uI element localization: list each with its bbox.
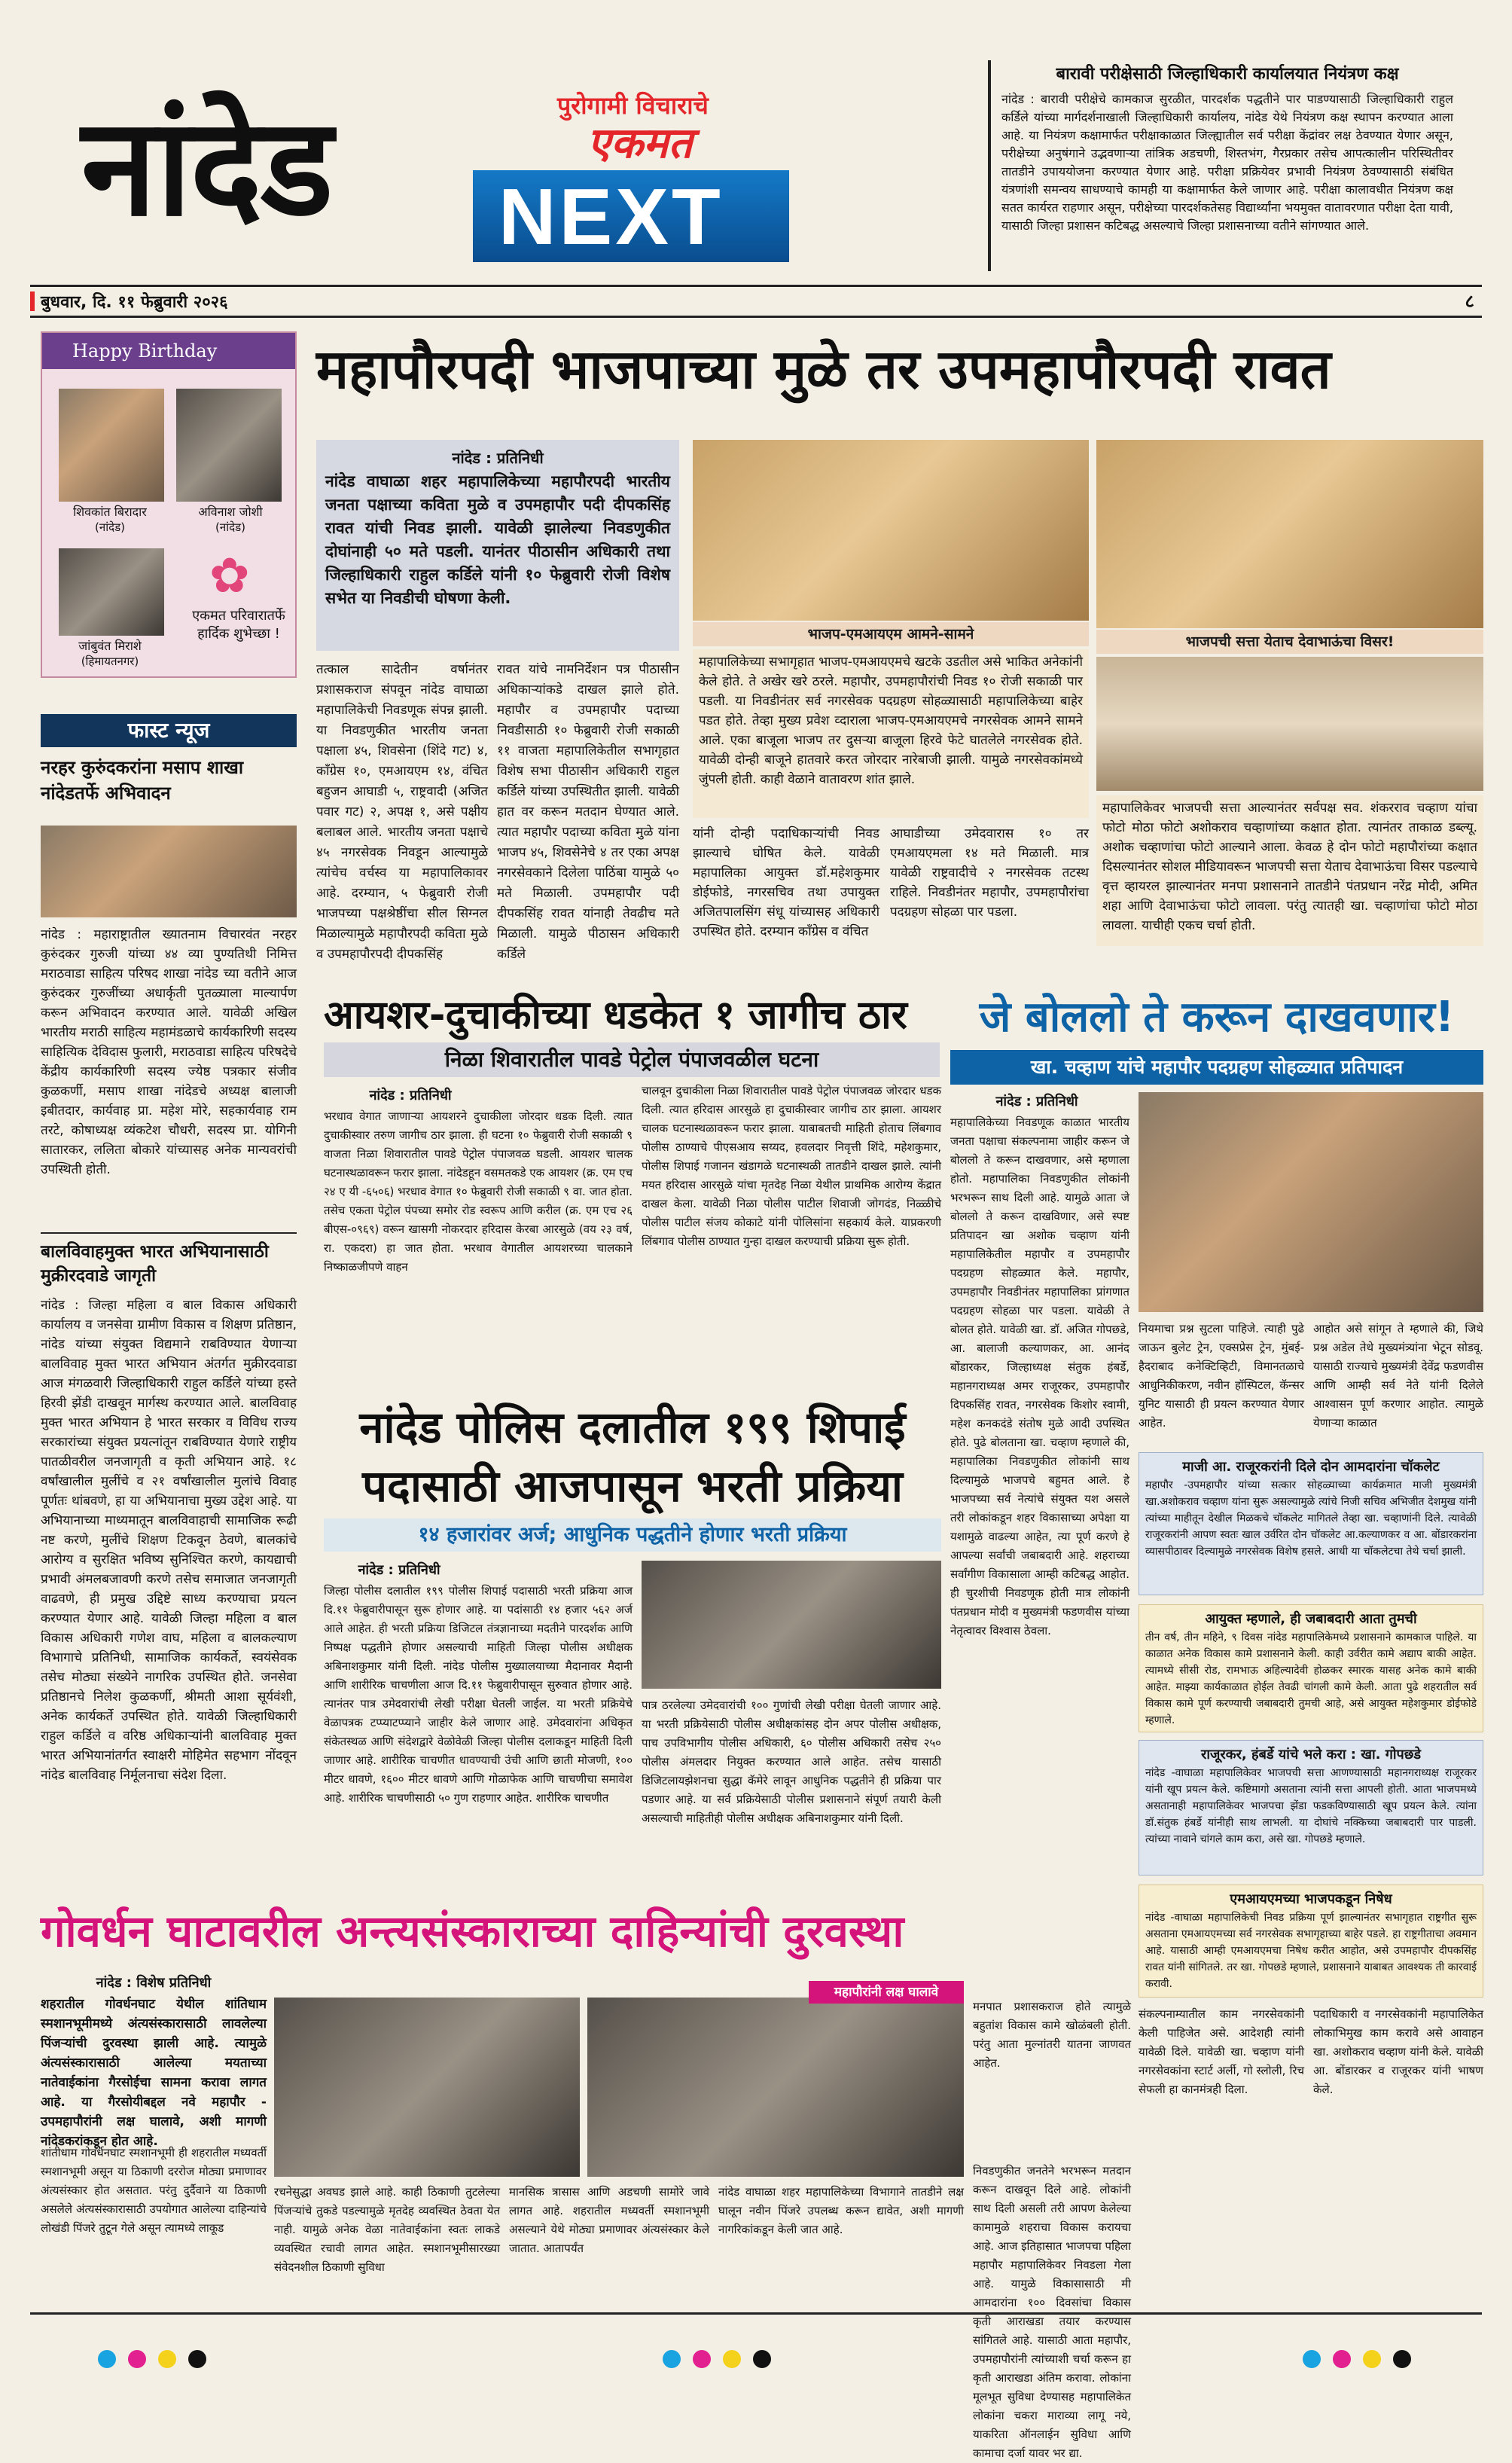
lead-photo-1 [693,440,1089,621]
top-story-headline: बारावी परीक्षेसाठी जिल्हाधिकारी कार्यालयात नियंत्रण कक्ष [1056,65,1399,84]
ghat-col6: संकल्पनाम्यातील काम नगरसेवकांनी केली पाहिजेत असे. आदेशही त्यांनी यावेळी दिले. यावेळी खा. चव्हाण यांनी नगरसेवकांना स्टार्ट अर्ली, गो स्लोली, रिच सेफली हा कानमंत्रही दिला. [1139,2007,1304,2096]
mim-box [1139,1885,1483,1998]
lead-intro-box [316,440,679,651]
cm-col1: महापालिकेच्या निवडणूक काळात भारतीय जनता पक्षाचा संकल्पनामा जाहीर करून जे बोललो ते करून दाखवणार, असे म्हणाला होतो. महापालिका निवडणुकीत लोकांनी भरभरून साथ दिली आहे. यामुळे आता जे बोललो ते करून दाखविणार, असे स्पष्ट प्रतिपादन खा अशोक चव्हाण यांनी महापालिकेतील महापौर व उपमहापौर पदग्रहण सोहळ्यात केले. महापौर, उपमहापौर निवडीनंतर महापालिका प्रांगणात पदग्रहण सोहळा पार पडला. यावेळी ते बोलत होते. यावेळी खा. डॉ. अजित गोपछडे, आ. बालाजी कल्याणकर, आ. आनंद बोंडारकर, जिल्हाध्यक्ष संतुक हंबर्डे, महानगराध्यक्ष अमर राजूरकर, उपमहापौर दिपकसिंह रावत, नगरसेवक किशोर स्वामी, महेश कनकदंडे संतोष मुळे आदी उपस्थित होते. पुढे बोलताना खा. चव्हाण म्हणाले की, महापालिका निवडणुकीत लोकांनी साथ दिल्यामुळे भाजपचे बहुमत आले. हे भाजपच्या सर्व नेत्यांचे संयुक्त यश असले तरी लोकांकडून शहर विकासाच्या अपेक्षा या यशामुळे वाढल्या आहेत, त्या पूर्ण करणे हे आपल्या सर्वांची जबाबदारी आहे. शहराच्या सर्वांगीण विकासाला आम्ही कटिबद्ध आहोत. ही चुरशीची निवडणूक होती मात्र लोकांनी पंतप्रधान मोदी व मुख्यमंत्री फडणवीस यांच्या नेतृत्वावर विश्वास ठेवला. [950,1116,1129,1637]
reg-mark-cyan-3 [1303,2350,1321,2368]
rajurkar-body: नांदेड -वाघाळा महापालिकेवर भाजपची सत्ता आणण्यासाठी महानगराध्यक्ष राजूरकर यांनी खूप प्रयत्न केले. कष्टिमागो असताना त्यांनी सत्ता आपली होती. आता भाजपमध्ये असतानाही महापालिकेवर भाजपचा झेंडा फडकविण्यासाठी खूप प्रयत्न केले. त्यांना डॉ.संतुक हंबर्डे यांनीही साथ लाभली. या दोघांचे नक्किच्या जबाबदारी पार पाडली. त्यांच्या नावाने चांगले काम करा, असे खा. गोपछडे म्हणाले. [1145,1767,1477,1845]
commissioner-body: तीन वर्ष, तीन महिने, ९ दिवस नांदेड महापालिकेमध्ये प्रशासनाने कामकाज पाहिले. या काळात अनेक विकास कामे प्रशासनाने केली. काही उर्वरीत कामे अद्याप बाकी आहेत. त्यामध्ये सीसी रोड, रामभाऊ अहिल्यादेवी होळकर स्मारक यासह अनेक कामे बाकी आहेत. माझ्या कार्यकाळात होईल तेवढी चांगली कामे केली. आता पुढे शहरातील सर्व विकास कामे पूर्ण करण्याची जबाबदारी तुमची आहे, असे आयुक्त महेशकुमार डोईफोडे म्हणाले. [1145,1631,1477,1726]
birthday-name-1: शिवकांत बिरादार [73,505,147,519]
lead-col1: तत्काल सादेतीन वर्षानंतर प्रशासकराज संपवून नांदेड वाघाळा महापालिकेची निवडणूक संपन्न झाली. या निवडणुकीत भारतीय जनता पक्षाला ४५, शिवसेना (शिंदे गट) ४, काँग्रेस १०, एमआयएम १४, वंचित बहुजन आघाडी ५, राष्ट्रवादी (अजित पवार गट) २, अपक्ष १, असे पक्षीय बलाबल आले. भारतीय जनता पक्षाचे ४५ नगरसेवक निवडून आल्यामुळे त्यांचेच वर्चस्व या महापालिकावर आहे. दरम्यान, ५ फेब्रुवारी रोजी भाजपच्या पक्षश्रेष्ठींचा सील सिग्नल मिळाल्यामुळे महापौरपदी कविता मुळे व उपमहापौरपदी दीपकसिंह [316,662,488,962]
ghat-col4: मनपात प्रशासकराज होते त्यामुळे बहुतांश विकास कामे खोळंबली होती. परंतु आता मुल्नांतरी यातना जाणवत आहेत. [973,2000,1131,2070]
ghat-headline: गोवर्धन घाटावरील अन्त्यसंस्काराच्या दाहिन्यांची दुरवस्था [41,1906,904,1957]
ghat-photo-2 [587,1998,964,2177]
cm-subhead: खा. चव्हाण यांचे महापौर पदग्रहण सोहळ्यात प्रतिपादन [950,1050,1483,1085]
date-text: बुधवार, दि. ११ फेब्रुवारी २०२६ [41,293,228,312]
fast-news-item2-body: नांदेड : जिल्हा महिला व बाल विकास अधिकारी कार्यालय व जनसेवा ग्रामीण विकास व शिक्षण प्रतिष्ठान, नांदेड यांच्या संयुक्त विद्यमाने राबविण्यात येणाऱ्या बालविवाह मुक्त भारत अभियान अंतर्गत मुक्रीरदवाडा आज मंगळवारी जिल्हाधिकारी राहुल कर्डिले यांच्या हस्ते हिरवी झेंडी दाखवून मार्गस्थ करण्यात आले. बालविवाह मुक्त भारत अभियान हे भारत सरकार व विविध राज्य सरकारांच्या संयुक्त प्रयत्नांतून राबविण्यात येणारे राष्ट्रीय पातळीवरील जनजागृती व कृती अभियान आहे. १८ वर्षांखालील मुलींचे व २१ वर्षांखालील मुलांचे विवाह पूर्णतः थांबवणे, हा या अभियानाचा मुख्य उद्देश आहे. या अभियानाच्या माध्यमातून बालविवाहाची सामाजिक रूढी नष्ट करणे, मुलींचे शिक्षण टिकवून ठेवणे, बालकांचे आरोग्य व सुरक्षित भविष्य सुनिश्चित करणे, कायद्याची प्रभावी अंमलबजावणी करणे तसेच समाजात जनजागृती वाढवणे, ही प्रमुख उद्दिष्टे साध्य करण्याचा प्रयत्न करण्यात येणार आहे. यावेळी जिल्हा महिला व बाल विकास अधिकारी गणेश वाघ, महिला व बालकल्याण विभागाचे प्रतिनिधी, सामाजिक कार्यकर्ते, स्वयंसेवक तसेच मोठ्या संख्येने नागरिक उपस्थित होते. जनसेवा प्रतिष्ठानचे निलेश कुळकर्णी, श्रीमती आशा सूर्यवंशी, अनेक कार्यकर्ते उपस्थित होते. यावेळी जिल्हाधिकारी राहुल कर्डिले व वरिष्ठ अधिकाऱ्यांनी बालविवाह मुक्त भारत अभियानांतर्गत स्वाक्षरी मोहिमेत सहभाग नोंदवून नांदेड बालविवाह निर्मूलनाचा संदेश दिला. [41,1298,297,1783]
reg-mark-yellow-3 [1363,2350,1381,2368]
birthday-name-3: जांबुवंत मिराशे [78,639,142,653]
reg-mark-black-3 [1393,2350,1411,2368]
cm-col4: आहोत असे सांगून ते म्हणाले की, जिथे प्रश्न अडेल तेथे मुख्यमंत्र्यांना भेटून सोडवू. यासाठी राज्याचे मुख्यमंत्री देवेंद्र फडणवीस आणि आम्ही सर्व नेते यांनी दिलेले आश्वासन पूर्ण करणार आहोत. त्यामुळे येणाऱ्या काळात [1313,1322,1483,1430]
reg-mark-magenta-2 [693,2350,711,2368]
next-logo-text: NEXT [498,172,724,261]
reg-mark-cyan-2 [663,2350,681,2368]
reg-mark-yellow [158,2350,176,2368]
date-bar-accent [30,291,35,311]
chocolate-box [1139,1452,1483,1595]
accident-col1: भरधाव वेगात जाणाऱ्या आयशरने दुचाकीला जोरदार धडक दिली. त्यात दुचाकीस्वार तरुण जागीच ठार झाला. ही घटना १० फेब्रुवारी रोजी सकाळी ९ वाजता निळा शिवारातील पावडे पेट्रोल पंपाजवळ घडली. आयशर चालक घटनास्थळावरून फरार झाला. नांदेडहून वसमतकडे एक आयशर (क्र. एम एच २४ ए यी -६५०६) भरधाव वेगात १० फेब्रुवारी रोजी सकाळी ९ वा. जात होता. तसेच एकता पेट्रोल पंपच्या समोर रोड स्वरूप आणि करील (क्र. एम एच २६ बीएस-०९६९) वरून खासगी नोकरदार हरिदास केरबा आरसुळे (वय २३ वर्ष, रा. एकदरा) हा जात होता. भरधाव वेगातील आयशरच्या चालकाने निष्काळजीपणे वाहन [324,1109,633,1274]
ghat-col5: नांदेड वाघाळा शहर महापालिकेच्या विभागाने तातडीने लक्ष घालून नवीन पिंजरे उपलब्ध करून द्यावेत, अशी मागणी नागरिकांकडून केली जात आहे. [718,2185,964,2236]
reg-mark-black-2 [753,2350,771,2368]
fast-news-item1-headline: नरहर कुरुंदकरांना मसाप शाखा नांदेडतर्फे अभिवादन [41,757,244,804]
ghat-photo-1 [274,1998,580,2177]
reg-mark-magenta-3 [1333,2350,1351,2368]
fast-news-item1-photo [41,826,297,917]
masthead-title: नांदेड [81,89,332,246]
ghat-col1: शांतीधाम गोवर्धनघाट स्मशानभूमी ही शहरातील मध्यवर्ती स्मशानभूमी असून या ठिकाणी दररोज मोठ्या प्रमाणावर अंत्यसंस्कार होत असतात. परंतु दुर्दैवाने या ठिकाणी असलेले अंत्यसंस्कारासाठी उपयोगात आलेल्या दाहिन्यांचे लोखंडी पिंजरे तुटून गेले असून त्यामध्ये लाकूड [41,2146,267,2235]
birthday-wish: एकमत परिवारातर्फे हार्दिक शुभेच्छा ! [192,608,285,642]
police-headline-1: नांदेड पोलिस दलातील १९९ शिपाई [359,1402,906,1453]
flower-icon: ✿ [209,548,250,604]
reg-mark-cyan [98,2350,116,2368]
ghat-dateline: नांदेड : विशेष प्रतिनिधी [96,1975,212,1991]
cm-dateline: नांदेड : प्रतिनिधी [995,1094,1078,1109]
date-bar [30,285,1482,318]
lead-caption2-body: महापालिकेवर भाजपची सत्ता आल्यानंतर सर्वपक्ष सव. शंकरराव चव्हाण यांचा फोटो मोठा फोटो अशोकराव चव्हाणांच्या कक्षात होता. त्यानंतर ताकाळ डब्ल्यू. अशोक चव्हाणांचा फोटो आल्याने आला. केवळ हे दोन फोटो महापौरांच्या कक्षात दिसल्यानंतर सोशल मीडियावरून भाजपची सत्ता येताच देवाभाऊंचा विसर पडल्याचे वृत्त व्हायरल झाल्यानंतर मनपा प्रशासनाने तातडीने पंतप्रधान नरेंद्र मोदी, अमित शहा आणि देवाभाऊंचा फोटो लावला. परंतु त्यातही खा. चव्हाणांचा फोटो मोठा लावला. याचीही एकच चर्चा होती. [1096,795,1483,946]
police-col1: जिल्हा पोलीस दलातील १९९ पोलीस शिपाई पदासाठी भरती प्रक्रिया आज दि.११ फेब्रुवारीपासून सुरू होणार आहे. या पदांसाठी १४ हजार ५६२ अर्ज आले आहेत. ही भरती प्रक्रिया डिजिटल तंत्रज्ञानाच्या मदतीने पारदर्शक आणि निष्पक्ष पद्धतीने होणार असल्याची माहिती जिल्हा पोलीस अधीक्षक अबिनाशकुमार यांनी दिली. नांदेड पोलीस मुख्यालयाच्या मैदानावर मैदानी आणि शारीरिक चाचणीला आज दि.११ फेब्रुवारीपासून सुरुवात होणार आहे. त्यानंतर पात्र उमेदवारांची लेखी परीक्षा घेतली जाईल. या भरती प्रक्रियेचे वेळापत्रक टप्प्याटप्प्याने जाहीर केले जाणार आहे. उमेदवारांना अधिकृत संकेतस्थळ आणि संदेशद्वारे वेळोवेळी जिल्हा पोलीस दलाकडून माहिती दिली जाणार आहे. शारीरिक चाचणीत धावण्याची उंची आणि छाती मोजणी, १०० मीटर धावणे, १६०० मीटर धावणे आणि गोळाफेक आणि चाचणीचा समावेश आहे. शारीरिक चाचणीसाठी ५० गुण राहणार आहेत. शारीरिक चाचणीत [324,1584,633,1805]
birthday-photo-2 [176,389,282,502]
mim-body: नांदेड -वाघाळा महापालिकेची निवड प्रक्रिया पूर्ण झाल्यानंतर सभागृहात राष्ट्रगीत सुरू असताना एमआयएमच्या सर्व नगरसेवक सभागृहाच्या बाहेर पडले. हा राष्ट्रगीताचा अवमान आहे. यासाठी आम्ही एमआयएमचा निषेध करीत आहोत, असे उपमहापौर दीपकसिंह रावत यांनी सांगितले. तर खा. गोपछडे म्हणाले, प्रशासनाने याबाबत आवश्यक ती कारवाई करावी. [1145,1912,1477,1990]
chocolate-body: महापौर -उपमहापौर यांच्या सत्कार सोहळ्याच्या कार्यक्रमात माजी मुख्यमंत्री खा.अशोकराव चव्हाण यांना सुरू असल्यामुळे त्यांचे निजी सचिव अभिजीत देशमुख यांनी त्यांच्या माहीतून देखील मिळकचे चॉकलेट मागितले तेव्हा खा. चव्हाणांनी दिले. त्यावेळी राजूरकरांनी आपण स्वतः खाल उर्वरित दोन चॉकलेट आ.कल्याणकर व आ. बोंडारकरांना व्यासपीठावर दिल्यामुळे नगरसेवक विशेष हसले. आधी या चॉकलेटचा तेथे चर्चा झाली. [1145,1479,1477,1558]
police-headline-2: पदासाठी आजपासून भरती प्रक्रिया [362,1460,903,1512]
masthead-brand: एकमत [587,119,693,168]
birthday-place-3: (हिमायतनगर) [81,655,139,668]
ghat-badge: महापौरांनी लक्ष घालावे [809,1981,964,2004]
reg-mark-black [188,2350,206,2368]
rajurkar-title: राजूरकर, हंबर्डे यांचे भले करा : खा. गोपछडे [1200,1747,1422,1763]
birthday-place-2: (नांदेड) [215,520,245,534]
fast-news-title: फास्ट न्यूज [127,718,210,743]
birthday-title: Happy Birthday [42,333,295,369]
accident-dateline: नांदेड : प्रतिनिधी [369,1088,452,1103]
reg-mark-yellow-2 [723,2350,741,2368]
rajurkar-box [1139,1740,1483,1875]
lead-intro: नांदेड वाघाळा शहर महापालिकेच्या महापौरपदी भारतीय जनता पक्षाच्या कविता मुळे व उपमहापौर पदी दीपकसिंह रावत यांची निवड झाली. यावेळी झालेल्या निवडणुकीत दोघांनाही ५० मते पडली. यानंतर पीठासीन अधिकारी तथा जिल्हाधिकारी राहुल कर्डिले यांनी १० फेब्रुवारी रोजी विशेष सभेत या निवडीची घोषणा केली. [325,472,670,607]
accident-subhead: निळा शिवारातील पावडे पेट्रोल पंपाजवळील घटना [324,1042,940,1077]
accident-col2: चालवून दुचाकीला निळा शिवारातील पावडे पेट्रोल पंपाजवळ जोरदार धडक दिली. त्यात हरिदास आरसुळे हा दुचाकीस्वार जागीच ठार झाला. आयशर चालक घटनास्थळावरून फरार झाला. याबाबतची माहिती होताच लिंबगाव पोलीस ठाण्याचे पीएसआय सय्यद, हवलदार निवृत्ती शिंदे, महेशकुमार, पोलीस शिपाई गजानन खंडागळे घटनास्थळी तातडीने दाखल झाले. त्यांनी मयत हरिदास आरसुळे यांचा मृतदेह निळा येथील प्राथमिक आरोग्य केंद्रात दाखल केला. यावेळी निळा पोलीस पाटील शिवाजी जोगदंड, निळ्ळीचे पोलीस पाटील संजय कोकाटे यांनी पोलिसांना सहकार्य केले. याप्रकरणी लिंबगाव पोलीस ठाण्यात गुन्हा दाखल करण्याची प्रक्रिया सुरू होती. [642,1084,941,1248]
fast-news-item1-body: नांदेड : महाराष्ट्रातील ख्यातनाम विचारवंत नरहर कुरुंदकर गुरुजी यांच्या ४४ व्या पुण्यतिथी निमित्त मराठवाडा साहित्य परिषद शाखा नांदेड च्या वतीने आज कुरुंदकर गुरुजींच्या अधार्कृती पुतळ्याला माल्यार्पण करून अभिवादन करण्यात आले. यावेळी अखिल भारतीय मराठी साहित्य महामंडळाचे कार्यकारिणी सदस्य साहित्यिक देविदास फुलारी, मराठवाडा साहित्य परिषदेचे केंद्रीय कार्यकारिणी सदस्य ज्येष्ठ पत्रकार संजीव कुळकर्णी, मसाप शाखा नांदेडचे अध्यक्ष बालाजी इबीतदार, कार्यवाह प्रा. महेश मोरे, सहकार्यवाह राम तरटे, कोषाध्यक्ष व्यंकटेश चौधरी, सदस्य प्रा. योगिनी सातारकर, ललिता बोकारे यांच्यासह अनेक मान्यवरांची उपस्थिती होती. [41,927,297,1177]
accident-headline: आयशर-दुचाकीच्या धडकेत १ जागीच ठार [324,993,907,1038]
cm-col2: निवडणुकीत जनतेने भरभरून मतदान करून दाखवून दिले आहे. लोकांनी साथ दिली असली तरी आपण केलेल्या कामामुळे शहराचा विकास करायचा आहे. आज इतिहासात भाजपचा पहिला महापौर महापालिकेवर निवडला गेला आहे. यामुळे विकासासाठी मी आमदारांना १०० दिवसांचा विकास कृती आराखडा तयार करण्यास सांगितले आहे. यासाठी आता महापौर, उपमहापौरांनी त्यांच्याशी चर्चा करून हा कृती आराखडा अंतिम करावा. लोकांना मूलभूत सुविधा देण्यासह महापालिकेत लोकांना चकरा माराव्या लागू नये, याकरिता ऑनलाईन सुविधा आणि कामाचा दर्जा यावर भर द्या. [973,2164,1131,2460]
fast-news-divider [41,1232,297,1234]
lead-caption2: भाजपची सत्ता येताच देवाभाऊंचा विसर! [1096,630,1483,654]
lead-col2: रावत यांचे नामनिर्देशन पत्र पीठासीन अधिकाऱ्यांकडे दाखल झाले होते. महापौर व उपमहापौर पदाच्या निवडीसाठी १० फेब्रुवारी रोजी सकाळी ११ वाजता महापालिकेतील सभागृहात विशेष सभा पीठासीन अधिकारी राहुल कर्डिले यांच्या उपस्थितीत झाली. यावेळी हात वर करून मतदान घेण्यात आले. त्यात महापौर पदाच्या कविता मुळे यांना भाजप ४५, शिवसेनेचे ४ तर एका अपक्ष नगरसेवकाने दिलेला पाठिंबा यामुळे ५० मते मिळाली. उपमहापौर पदी दीपकसिंह रावत यांनाही तेवढीच मते मिळाली. यामुळे पीठासन अधिकारी कर्डिले [497,662,679,962]
bottom-rule [30,2312,1482,2315]
birthday-box [41,331,297,678]
commissioner-title: आयुक्त म्हणाले, ही जबाबदारी आता तुमची [1205,1611,1417,1627]
lead-col3: यांनी दोन्ही पदाधिकाऱ्यांची निवड झाल्याचे घोषित केले. यावेळी महापालिका आयुक्त डॉ.महेशकुमार डोईफोडे, नगरसचिव तथा उपायुक्त अजितपालसिंग संधू यांच्यासह अधिकारी उपस्थित होते. दरम्यान काँग्रेस व वंचित [693,826,879,939]
masthead-tagline: पुरोगामी विचाराचे [557,91,709,120]
lead-photo-2 [1096,440,1483,628]
lead-headline: महापौरपदी भाजपाच्या मुळे तर उपमहापौरपदी रावत [316,337,1331,401]
cm-headline: जे बोललो ते करून दाखवणार! [979,993,1455,1042]
birthday-photo-1 [59,389,164,502]
commissioner-box [1139,1604,1483,1732]
cm-photo [1139,1092,1483,1312]
birthday-photo-3 [59,548,164,636]
ghat-col7: पदाधिकारी व नगरसेवकांनी महापालिकेत लोकाभिमुख काम करावे असे आवाहन खा. अशोकराव चव्हाण यांनी केले. यावेळी आ. बोंडारकर व राजूरकर यांनी भाषण केले. [1313,2007,1483,2096]
top-story-body: नांदेड : बारावी परीक्षेचे कामकाज सुरळीत, पारदर्शक पद्धतीने पार पाडण्यासाठी जिल्हाधिकारी राहुल कर्डिले यांच्या मार्गदर्शनाखाली जिल्हाधिकारी कार्यालय, नांदेड येथे नियंत्रण कक्ष स्थापन करण्यात आला आहे. या नियंत्रण कक्षामार्फत परीक्षाकाळात जिल्ह्यातील सर्व परीक्षा केंद्रांवर लक्ष ठेवण्यात येणार असून, परीक्षेच्या अनुषंगाने उद्भवणाऱ्या तांत्रिक अडचणी, शिस्तभंग, गैरप्रकार तसेच आपत्कालीन परिस्थितीवर तातडीने उपाययोजना करण्यात येणार आहे. परीक्षा प्रक्रियेवर प्रभावी नियंत्रण ठेवण्यासाठी संबंधित यंत्रणांशी समन्वय साधण्याचे कामही या कक्षामार्फत केले जाणार आहे. परीक्षा कालावधीत नियंत्रण कक्ष सतत कार्यरत राहणार असून, परीक्षेच्या पारदर्शकतेसह विद्यार्थ्यांना भयमुक्त वातावरणात परीक्षा देता यावी, यासाठी जिल्हा प्रशासन कटिबद्ध असल्याचे जिल्हा प्रशासनाच्या वतीने सांगण्यात आले. [1001,92,1453,233]
lead-caption1: भाजप-एमआयएम आमने-सामने [693,622,1089,646]
cm-col3: नियमाचा प्रश्न सुटला पाहिजे. त्याही पुढे जाऊन बुलेट ट्रेन, एक्सप्रेस ट्रेन, मुंबई- हैदराबाद कनेक्टिव्हिटी, विमानतळाचे आधुनिकीकरण, नवीन हॉस्पिटल, कॅन्सर युनिट यासाठी ही प्रयत्न करण्यात येणार आहेत. [1139,1322,1304,1430]
chocolate-title: माजी आ. राजूरकरांनी दिले दोन आमदारांना चॉकलेट [1182,1459,1440,1475]
top-story [1001,63,1453,267]
page-number: ८ [1465,291,1474,312]
birthday-place-1: (नांदेड) [95,520,125,534]
ghat-col3: मानसिक त्रासास आणि अडचणी सामोरे जावे लागत आहे. शहरातील मध्यवर्ती स्मशानभूमी असल्याने येथे मोठ्या प्रमाणावर अंत्यसंस्कार केले जातात. आतापर्यंत [509,2185,709,2255]
reg-mark-magenta [128,2350,146,2368]
police-subhead: १४ हजारांवर अर्ज; आधुनिक पद्धतीने होणार भरती प्रक्रिया [324,1518,941,1552]
police-col2: पात्र ठरलेल्या उमेदवारांची १०० गुणांची लेखी परीक्षा घेतली जाणार आहे. या भरती प्रक्रियेसाठी पोलीस अधीक्षकांसह दोन अपर पोलीस अधीक्षक, पाच उपविभागीय पोलीस अधिकारी, ६० पोलीस अधिकारी तसेच २५० पोलीस अंमलदार नियुक्त करण्यात आले आहेत. तसेच यासाठी डिजिटलायझेशनचा सुद्धा कॅमेरे लावून आधुनिक पद्धतीने ही प्रक्रिया पार पडणार आहे. या सर्व प्रक्रियेसाठी पोलीस प्रशासनाने संपूर्ण तयारी केली असल्याची माहितीही पोलीस अधीक्षक अबिनाशकुमार यांनी दिली. [642,1698,941,1825]
fast-news-item2-headline: बालविवाहमुक्त भारत अभियानासाठी मुक्रीरदवाडे जागृती [41,1242,269,1286]
registration-marks [0,2350,1512,2380]
fast-news-header [41,714,297,747]
birthday-name-2: अविनाश जोशी [198,505,263,519]
lead-dateline: नांदेड : प्रतिनिधी [452,449,544,467]
next-logo [473,170,789,262]
police-photo [642,1561,941,1689]
lead-caption1-body: महापालिकेच्या सभागृहात भाजप-एमआयएमचे खटके उडतील असे भाकित अनेकांनी केले होते. ते अखेर खरे ठरले. महापौर, उपमहापौरांची निवड १० रोजी सकाळी पार पडली. या निवडीनंतर सर्व नगरसेवक पदग्रहण सोहळ्यासाठी महापालिकेच्या बाहेर पडत होते. तेव्हा मुख्य प्रवेश व्दाराला भाजप-एमआयएमचे नगरसेवक आमने सामने आले. एका बाजूला भाजप तर दुसऱ्या बाजूला हिरवे फेटे घातलेले नगरसेवक होते. यावेळी दोन्ही बाजूने हातवारे करत जोरदार नारेबाजी झाली. यामुळे नगरसेवकांमध्ये जुंपली होती. काही वेळाने वातावरण शांत झाले. [693,649,1089,818]
ghat-intro: शहरातील गोवर्धनघाट येथील शांतिधाम स्मशानभूमीमध्ये अंत्यसंस्कारासाठी लावलेल्या पिंजऱ्यांची दुरवस्था झाली आहे. त्यामुळे अंत्यसंस्कारासाठी आलेल्या मयताच्या नातेवाईकांना गैरसोईचा सामना करावा लागत आहे. या गैरसोयीबद्दल नवे महापौर - उपमहापौरांनी लक्ष घालावे, अशी मागणी नांदेडकरांकडून होत आहे. [41,1997,267,2149]
mim-title: एमआयएमच्या भाजपकडून निषेध [1230,1891,1392,1907]
lead-col4: आघाडीच्या उमेदवारास १० तर एमआयएमला १४ मते मिळाली. मात्र यावेळी राष्ट्रवादीचे २ नगरसेवक तटस्थ राहिले. निवडीनंतर महापौर, उपमहापौरांचा पदग्रहण सोहळा पार पडला. [890,826,1089,920]
ghat-col2: रचनेसुद्धा अवघड झाले आहे. काही ठिकाणी तुटलेल्या पिंजऱ्यांचे तुकडे पडल्यामुळे मृतदेह व्यवस्थित ठेवता येत नाही. यामुळे अनेक वेळा नातेवाईकांना स्वतः लाकडे व्यवस्थित रचावी लागत आहेत. स्मशानभूमीसारख्या संवेदनशील ठिकाणी सुविधा [274,2185,500,2274]
lead-photo-3 [1096,657,1483,791]
police-dateline: नांदेड : प्रतिनिधी [358,1562,440,1578]
masthead-divider [988,60,991,271]
